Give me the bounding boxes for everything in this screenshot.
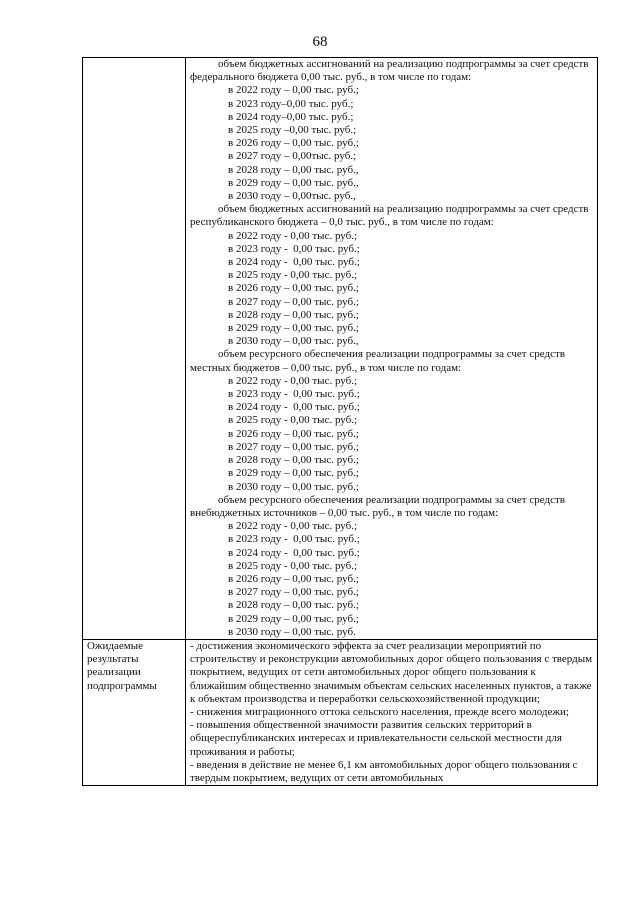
federal-year-item: в 2028 году – 0,00 тыс. руб., — [228, 163, 359, 176]
table-row-results — [83, 639, 598, 785]
federal-year-list — [190, 84, 593, 203]
federal-year-item: в 2022 году – 0,00 тыс. руб.; — [228, 84, 359, 97]
result-bullet: - достижения экономического эффекта за счет реализации мероприятий по строительству и реконструкции автомобильных дорог общего пользования с твердым покрытием, ведущих от сети автомобильных дорог общего пользования к ближайшим общественно значимым объектам сельских населенных пунктов, а также к объектам производства и переработки сельскохозяйственной продукции; — [190, 639, 593, 705]
federal-year-item: в 2024 году–0,00 тыс. руб.; — [228, 110, 354, 123]
offbudget-year-item: в 2028 году – 0,00 тыс. руб.; — [228, 599, 359, 612]
table-row-funding — [83, 58, 598, 640]
local-year-item: в 2024 году - 0,00 тыс. руб.; — [228, 401, 360, 414]
row-label-results: Ожидаемые результаты реализации подпрограммы — [83, 639, 186, 785]
offbudget-intro: объем ресурсного обеспечения реализации подпрограммы за счет средств внебюджетных источников – 0,00 тыс. руб., в том числе по годам: — [190, 493, 565, 519]
local-year-item: в 2027 году – 0,00 тыс. руб.; — [228, 440, 359, 453]
local-year-item: в 2026 году – 0,00 тыс. руб.; — [228, 427, 359, 440]
offbudget-year-item: в 2026 году – 0,00 тыс. руб.; — [228, 572, 359, 585]
republic-year-item: в 2027 году – 0,00 тыс. руб.; — [228, 295, 359, 308]
republic-year-item: в 2024 году - 0,00 тыс. руб.; — [228, 256, 360, 269]
local-intro: объем ресурсного обеспечения реализации подпрограммы за счет средств местных бюджетов – 0,00 тыс. руб., в том числе по годам: — [190, 348, 565, 374]
local-year-list — [190, 375, 593, 494]
result-bullet: - повышения общественной значимости развития сельских территорий в общереспубликанских интересах и привлекательности сельской местности для проживания и работы; — [190, 719, 562, 758]
row-label-empty — [83, 58, 186, 640]
federal-intro: объем бюджетных ассигнований на реализацию подпрограммы за счет средств федерального бюджета 0,00 тыс. руб., в том числе по годам: — [190, 58, 589, 84]
federal-year-item: в 2025 году –0,00 тыс. руб.; — [228, 124, 357, 137]
offbudget-year-item: в 2025 году - 0,00 тыс. руб.; — [228, 559, 358, 572]
federal-year-item: в 2027 году – 0,00тыс. руб.; — [228, 150, 357, 163]
local-year-item: в 2025 году - 0,00 тыс. руб.; — [228, 414, 358, 427]
offbudget-year-item: в 2030 году – 0,00 тыс. руб. — [228, 625, 356, 638]
republic-year-item: в 2022 году - 0,00 тыс. руб.; — [228, 229, 358, 242]
offbudget-year-item: в 2029 году – 0,00 тыс. руб.; — [228, 612, 359, 625]
republic-year-item: в 2023 году - 0,00 тыс. руб.; — [228, 242, 360, 255]
local-year-item: в 2030 году – 0,00 тыс. руб.; — [228, 480, 359, 493]
local-year-item: в 2022 году - 0,00 тыс. руб.; — [228, 374, 358, 387]
republic-intro: объем бюджетных ассигнований на реализацию подпрограммы за счет средств республиканского бюджета – 0,0 тыс. руб., в том числе по годам: — [190, 203, 589, 229]
offbudget-year-item: в 2027 году – 0,00 тыс. руб.; — [228, 586, 359, 599]
offbudget-year-item: в 2024 году - 0,00 тыс. руб.; — [228, 546, 360, 559]
republic-year-item: в 2025 году - 0,00 тыс. руб.; — [228, 269, 358, 282]
federal-year-item: в 2030 году – 0,00тыс. руб., — [228, 190, 356, 203]
federal-year-item: в 2026 году – 0,00 тыс. руб.; — [228, 137, 359, 150]
local-year-item: в 2028 году – 0,00 тыс. руб.; — [228, 454, 359, 467]
results-cell — [186, 639, 598, 785]
republic-year-item: в 2026 году – 0,00 тыс. руб.; — [228, 282, 359, 295]
funding-cell — [186, 58, 598, 640]
republic-year-item: в 2029 году – 0,00 тыс. руб.; — [228, 322, 359, 335]
republic-year-list — [190, 230, 593, 349]
republic-year-item: в 2028 году – 0,00 тыс. руб.; — [228, 308, 359, 321]
local-year-item: в 2023 году - 0,00 тыс. руб.; — [228, 388, 360, 401]
page-number: 68 — [312, 34, 328, 50]
offbudget-year-item: в 2022 году - 0,00 тыс. руб.; — [228, 520, 358, 533]
local-year-item: в 2029 году – 0,00 тыс. руб.; — [228, 467, 359, 480]
republic-year-item: в 2030 году – 0,00 тыс. руб., — [228, 335, 359, 348]
federal-year-item: в 2023 году–0,00 тыс. руб.; — [228, 97, 354, 110]
federal-year-item: в 2029 году – 0,00 тыс. руб., — [228, 176, 359, 189]
offbudget-year-list — [190, 520, 593, 639]
result-bullet: - снижения миграционного оттока сельского населения, прежде всего молодежи; — [190, 705, 569, 718]
passport-table — [82, 57, 598, 786]
result-bullet: - введения в действие не менее 6,1 км автомобильных дорог общего пользования с твердым покрытием, ведущих от сети автомобильных — [190, 758, 578, 784]
offbudget-year-item: в 2023 году - 0,00 тыс. руб.; — [228, 533, 360, 546]
